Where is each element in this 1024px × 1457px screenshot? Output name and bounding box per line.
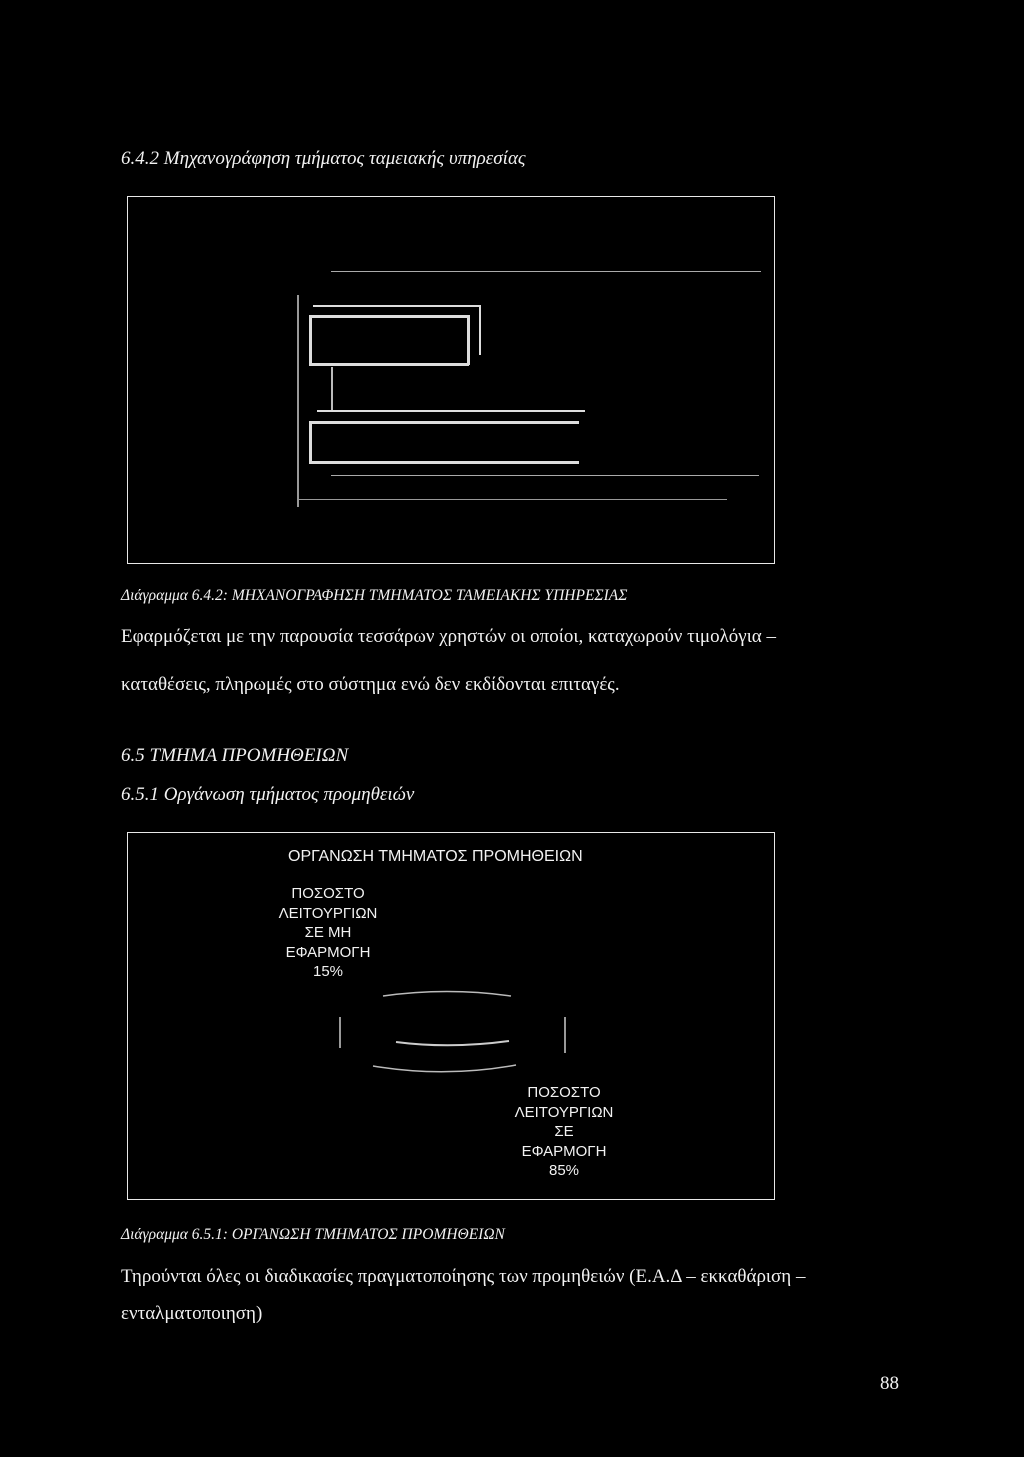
chart-6-5-1-frame <box>127 832 775 1200</box>
slice-label-not-applied-line-4: ΕΦΑΡΜΟΓΗ <box>285 943 371 961</box>
slice-label-applied-value: 85% <box>548 1162 580 1179</box>
slice-label-applied-line-3: ΣΕ <box>554 1123 574 1140</box>
pie-outline-bottom <box>373 1065 516 1072</box>
slice-label-applied <box>494 1083 634 1181</box>
section-heading-6-4-2: 6.4.2 Μηχανογράφηση τμήματος ταμειακής υπηρεσίας <box>121 148 526 169</box>
slice-label-not-applied-value: 15% <box>312 963 344 980</box>
slice-label-applied-line-2: ΛΕΙΤΟΥΡΓΙΩΝ <box>514 1103 614 1121</box>
pie-outline-top <box>383 992 511 997</box>
section-heading-6-5: 6.5 ΤΜΗΜΑ ΠΡΟΜΗΘΕΙΩΝ <box>121 745 349 766</box>
diagram-6-4-2-caption: Διάγραμμα 6.4.2: ΜΗΧΑΝΟΓΡΑΦΗΣΗ ΤΜΗΜΑΤΟΣ ΤΑΜΕΙΑΚΗΣ ΥΠΗΡΕΣΙΑΣ <box>121 587 628 604</box>
paragraph-1-line-1: Εφαρμόζεται με την παρουσία τεσσάρων χρηστών οι οποίοι, καταχωρούν τιμολόγια – <box>121 626 777 647</box>
paragraph-2-line-1: Τηρούνται όλες οι διαδικασίες πραγματοποίησης των προμηθειών (Ε.Α.Δ – εκκαθάριση – <box>121 1266 806 1287</box>
pie-slice-divider <box>396 1041 509 1045</box>
paragraph-2-line-2: ενταλματοποιηση) <box>121 1303 263 1324</box>
page-number: 88 <box>880 1373 899 1394</box>
slice-label-not-applied <box>258 884 398 982</box>
slice-label-not-applied-line-3: ΣΕ ΜΗ <box>304 924 352 941</box>
slice-label-not-applied-line-2: ΛΕΙΤΟΥΡΓΙΩΝ <box>278 904 378 922</box>
diagram-6-4-2-frame <box>127 196 775 564</box>
pie-chart <box>128 833 776 1201</box>
section-heading-6-5-1: 6.5.1 Οργάνωση τμήματος προμηθειών <box>121 784 415 805</box>
chart-title: ΟΡΓΑΝΩΣΗ ΤΜΗΜΑΤΟΣ ΠΡΟΜΗΘΕΙΩΝ <box>288 848 583 865</box>
slice-label-applied-line-4: ΕΦΑΡΜΟΓΗ <box>521 1142 607 1160</box>
paragraph-1-line-2: καταθέσεις, πληρωμές στο σύστημα ενώ δεν εκδίδονται επιταγές. <box>121 674 620 695</box>
slice-label-not-applied-line-1: ΠΟΣΟΣΤΟ <box>291 885 365 902</box>
slice-label-applied-line-1: ΠΟΣΟΣΤΟ <box>527 1084 601 1101</box>
diagram-6-5-1-caption: Διάγραμμα 6.5.1: ΟΡΓΑΝΩΣΗ ΤΜΗΜΑΤΟΣ ΠΡΟΜΗΘΕΙΩΝ <box>121 1226 505 1243</box>
